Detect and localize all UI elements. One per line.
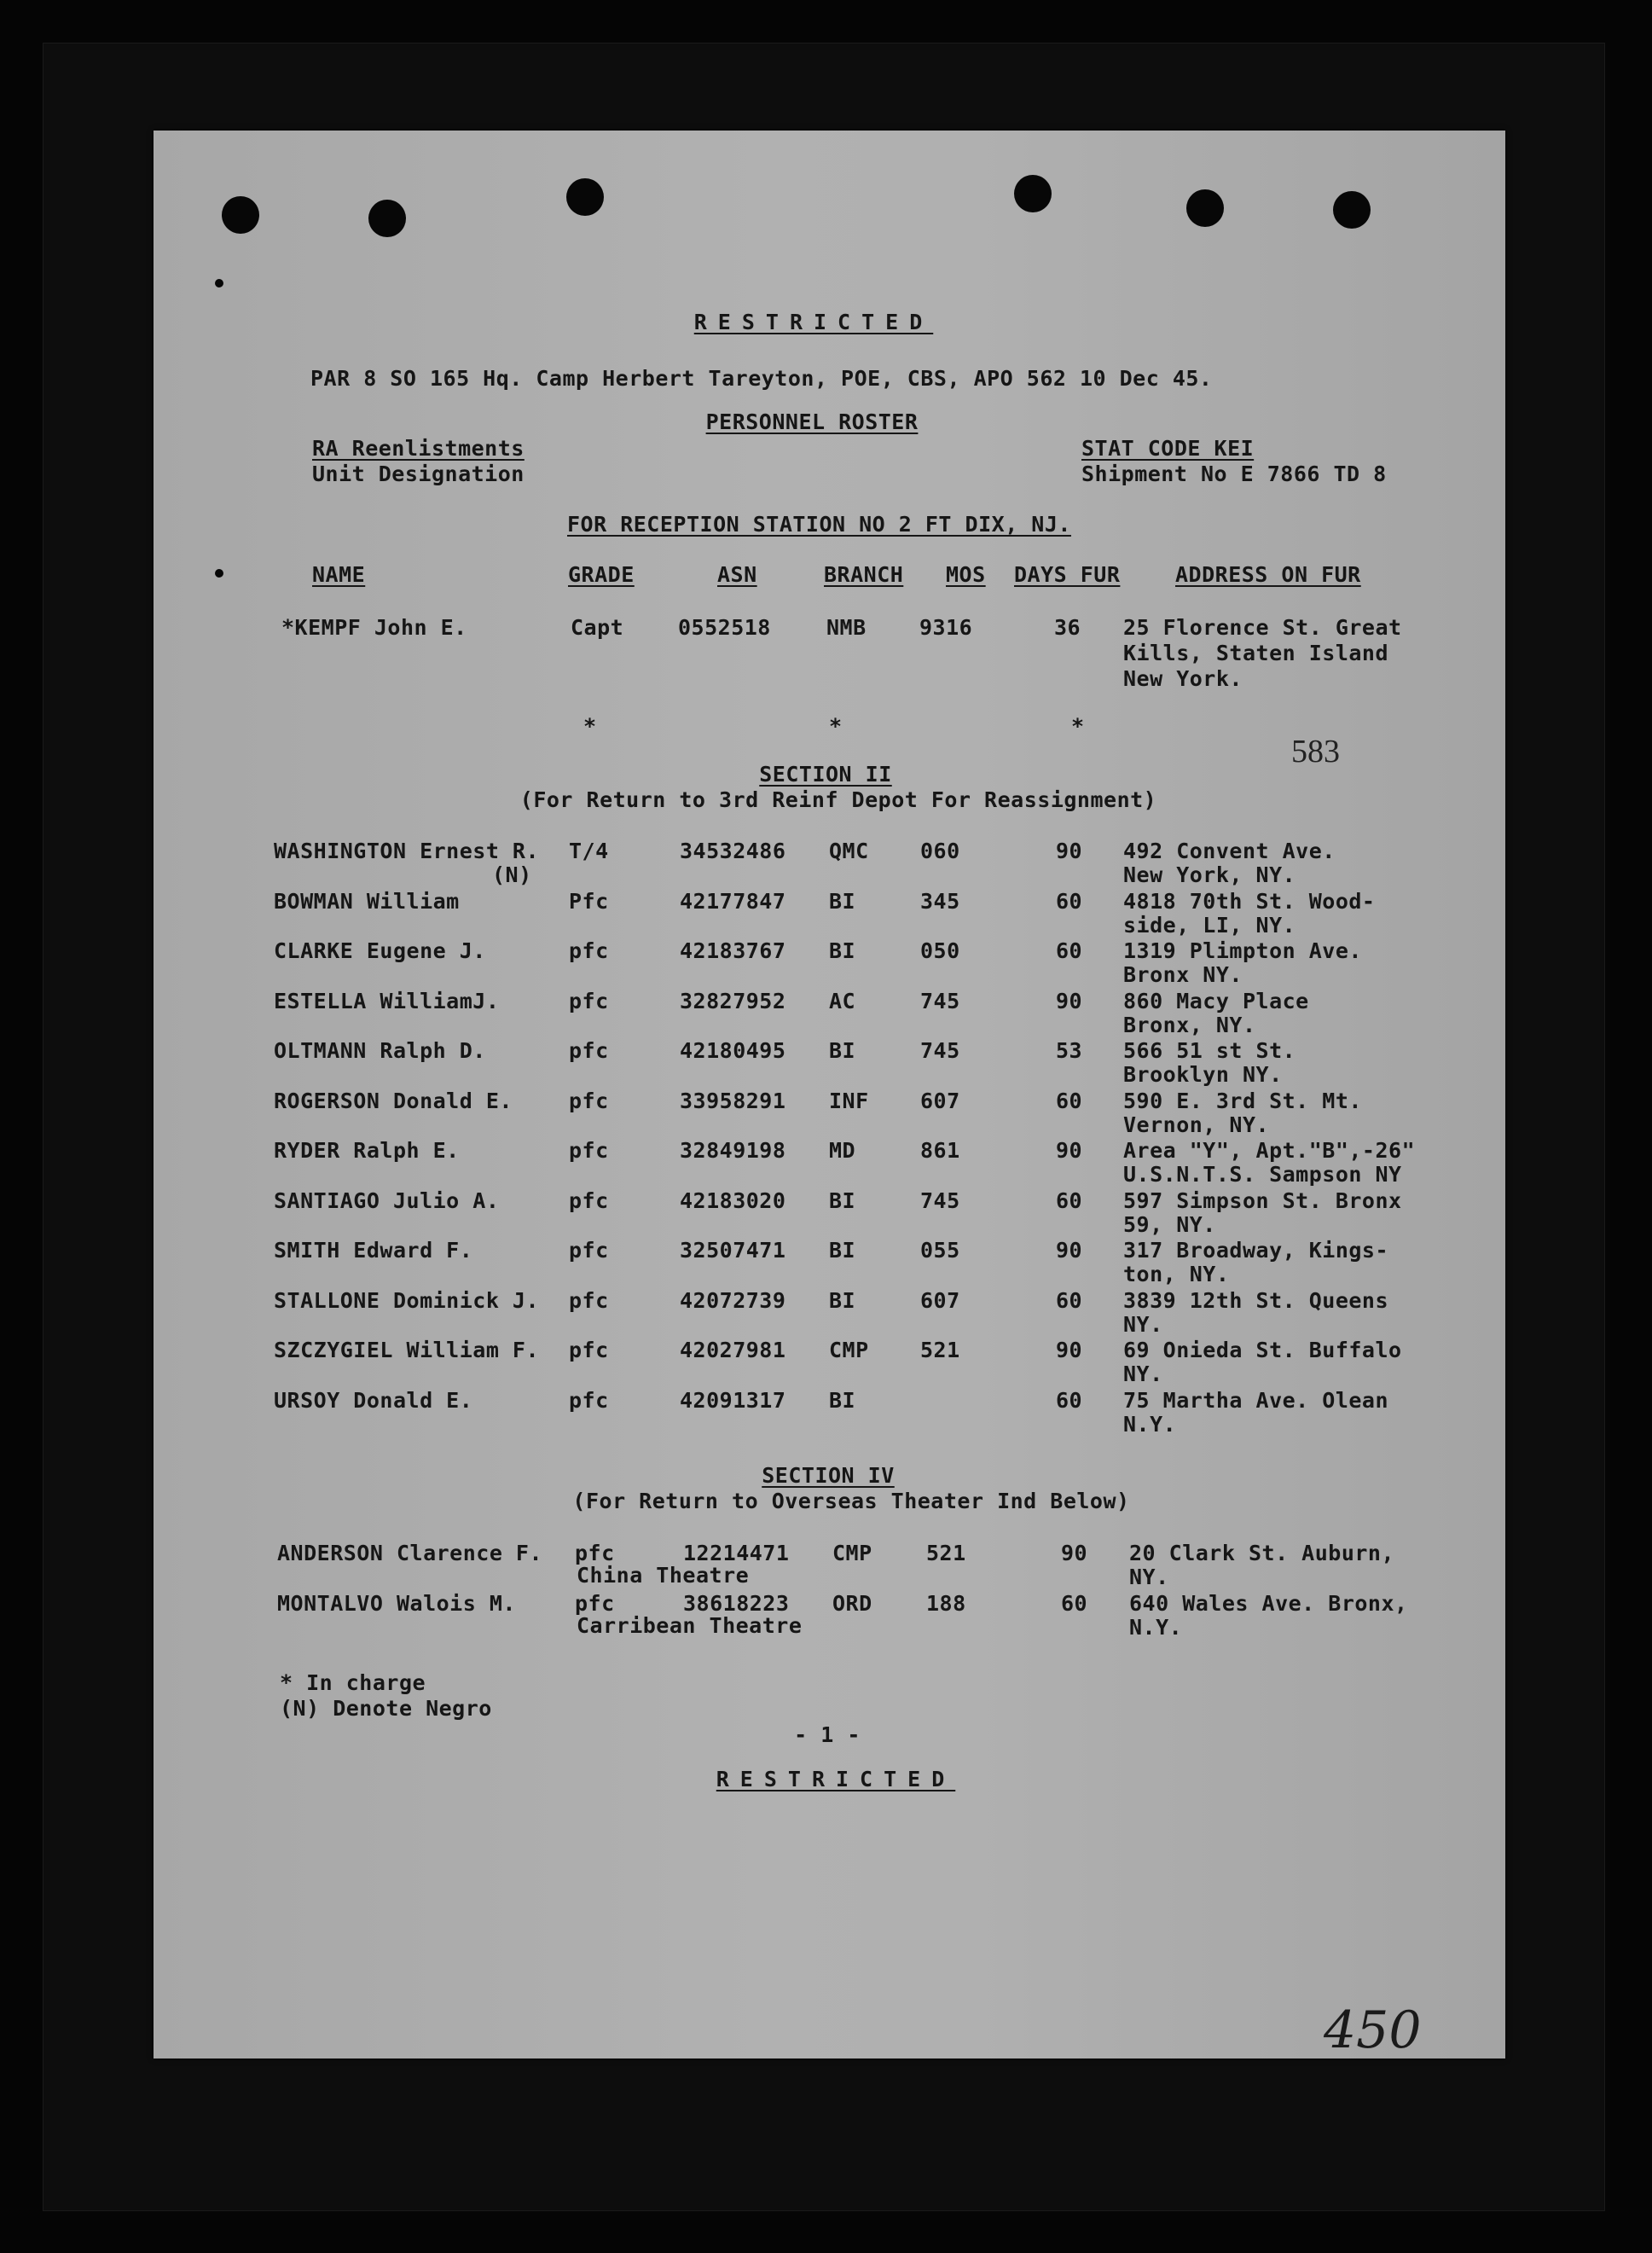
row-branch: BI [829,1038,856,1063]
row-address-2: side, LI, NY. [1123,912,1296,938]
section-2-title: SECTION II [759,762,892,787]
col-days-fur: DAYS FUR [1014,562,1121,587]
col-branch: BRANCH [824,562,904,587]
row-name: WASHINGTON Ernest R. [274,839,540,863]
col-grade: GRADE [568,562,635,587]
row-asn: 42027981 [680,1338,786,1362]
punch-mark [215,279,223,287]
row-branch: QMC [829,839,869,863]
row-address-1: 640 Wales Ave. Bronx, [1129,1591,1408,1616]
officer-mos: 9316 [919,615,973,640]
officer-asn: 0552518 [678,615,771,640]
shipment-number: Shipment No E 7866 TD 8 [1081,462,1387,486]
row-asn: 38618223 [683,1591,790,1616]
punch-hole [1186,189,1224,227]
row-address-2: N.Y. [1123,1411,1177,1437]
reception-station: FOR RECEPTION STATION NO 2 FT DIX, NJ. [567,512,1071,537]
restricted-bottom: RESTRICTED [716,1767,956,1791]
asterisk: * [583,714,597,739]
asterisk: * [1071,714,1085,739]
punch-hole [368,200,406,237]
row-address-1: Area "Y", Apt."B",-26" [1123,1138,1416,1163]
row-theater: Carribean Theatre [577,1613,803,1638]
row-address-1: 317 Broadway, Kings- [1123,1238,1389,1263]
row-days: 60 [1056,1287,1083,1313]
row-address-2: New York, NY. [1123,862,1296,887]
row-grade: pfc [569,938,609,963]
officer-address-1: 25 Florence St. Great [1123,615,1402,640]
row-days: 60 [1056,1187,1083,1213]
order-line: PAR 8 SO 165 Hq. Camp Herbert Tareyton, POE, CBS, APO 562 10 Dec 45. [310,366,1213,391]
row-asn: 33958291 [680,1088,786,1113]
row-mos: 188 [926,1591,966,1616]
row-asn: 42183767 [680,938,786,963]
row-days: 90 [1056,1238,1083,1263]
row-asn: 42177847 [680,888,786,914]
officer-address-2: Kills, Staten Island [1123,641,1389,665]
row-grade: pfc [569,1387,609,1413]
row-grade: pfc [569,1287,609,1313]
col-name: NAME [312,562,366,587]
row-grade: pfc [569,1338,609,1362]
row-name: OLTMANN Ralph D. [274,1038,486,1063]
personnel-roster-title: PERSONNEL ROSTER [705,409,919,434]
row-days: 60 [1056,1088,1083,1113]
row-asn: 42091317 [680,1387,786,1413]
row-address-2: NY. [1129,1565,1169,1589]
punch-hole [222,196,259,234]
row-branch: ORD [832,1591,872,1616]
row-grade: pfc [569,1038,609,1063]
row-address-2: 59, NY. [1123,1211,1216,1237]
row-mos: 745 [920,988,960,1013]
row-address-1: 20 Clark St. Auburn, [1129,1541,1395,1565]
row-address-2: ton, NY. [1123,1262,1230,1286]
row-name: ROGERSON Donald E. [274,1088,513,1113]
row-mos: 345 [920,888,960,914]
footnote-in-charge: * In charge [280,1670,426,1695]
row-branch: MD [829,1138,856,1163]
row-name: SMITH Edward F. [274,1238,473,1263]
handwritten-number: 450 [1324,2000,1422,2060]
row-days: 60 [1056,938,1083,963]
row-mos: 521 [920,1338,960,1362]
row-asn: 42072739 [680,1287,786,1313]
asterisk: * [829,714,843,739]
row-name: SZCZYGIEL William F. [274,1338,540,1362]
row-name: MONTALVO Walois M. [277,1591,516,1616]
row-branch: BI [829,1238,856,1263]
page-stamp-number: 583 [1291,734,1340,769]
document-page [154,131,1505,2058]
row-grade: pfc [569,1238,609,1263]
row-address-2: Vernon, NY. [1123,1112,1270,1137]
officer-address-3: New York. [1123,666,1243,691]
punch-mark [215,569,223,578]
row-name: STALLONE Dominick J. [274,1287,540,1313]
row-address-1: 492 Convent Ave. [1123,839,1336,863]
row-address-2: NY. [1123,1362,1163,1386]
row-address-2: Brooklyn NY. [1123,1062,1283,1087]
row-name: SANTIAGO Julio A. [274,1187,500,1213]
row-address-2: NY. [1123,1311,1163,1337]
row-name: ESTELLA WilliamJ. [274,988,500,1013]
row-days: 60 [1056,1387,1083,1413]
row-name: BOWMAN William [274,888,460,914]
section-2-subtitle: (For Return to 3rd Reinf Depot For Reassignment) [519,787,1157,812]
row-days: 60 [1061,1591,1088,1616]
row-branch: BI [829,1387,856,1413]
punch-hole [566,178,604,216]
row-name: CLARKE Eugene J. [274,938,486,963]
row-mos: 055 [920,1238,960,1263]
row-mos: 607 [920,1088,960,1113]
row-grade: pfc [569,1088,609,1113]
row-address-2: U.S.N.T.S. Sampson NY [1123,1162,1402,1187]
punch-hole [1333,191,1371,229]
row-address-2: Bronx NY. [1123,962,1243,987]
col-address: ADDRESS ON FUR [1175,562,1361,587]
row-days: 53 [1056,1038,1083,1063]
officer-days: 36 [1054,615,1081,640]
row-address-1: 69 Onieda St. Buffalo [1123,1338,1402,1362]
row-note: (N) [492,862,532,887]
row-asn: 12214471 [683,1541,790,1565]
unit-designation: Unit Designation [312,462,525,486]
restricted-top: RESTRICTED [693,310,934,334]
row-mos: 521 [926,1541,966,1565]
row-mos: 745 [920,1187,960,1213]
row-asn: 42183020 [680,1187,786,1213]
row-grade: pfc [569,988,609,1013]
row-address-1: 860 Macy Place [1123,988,1309,1013]
row-address-1: 1319 Plimpton Ave. [1123,938,1362,963]
row-address-1: 75 Martha Ave. Olean [1123,1387,1389,1413]
row-branch: BI [829,938,856,963]
row-address-1: 597 Simpson St. Bronx [1123,1187,1402,1213]
row-grade: pfc [569,1138,609,1163]
row-days: 90 [1056,1138,1083,1163]
row-grade: pfc [575,1541,615,1565]
row-branch: BI [829,888,856,914]
stat-code: STAT CODE KEI [1081,436,1255,461]
row-branch: BI [829,1287,856,1313]
section-4-subtitle: (For Return to Overseas Theater Ind Below) [572,1489,1130,1513]
ra-reenlistments: RA Reenlistments [312,436,525,461]
row-days: 90 [1056,988,1083,1013]
row-grade: Pfc [569,888,609,914]
officer-grade: Capt [571,615,624,640]
row-address-1: 4818 70th St. Wood- [1123,888,1376,914]
row-days: 90 [1061,1541,1088,1565]
officer-branch: NMB [826,615,867,640]
row-grade: T/4 [569,839,609,863]
row-asn: 32507471 [680,1238,786,1263]
footnote-negro: (N) Denote Negro [280,1696,492,1721]
row-asn: 32827952 [680,988,786,1013]
row-mos: 050 [920,938,960,963]
row-address-2: Bronx, NY. [1123,1012,1256,1037]
row-name: RYDER Ralph E. [274,1138,460,1163]
row-mos: 607 [920,1287,960,1313]
row-grade: pfc [569,1187,609,1213]
punch-hole [1014,175,1052,212]
row-mos: 861 [920,1138,960,1163]
row-address-2: N.Y. [1129,1615,1183,1640]
row-theater: China Theatre [577,1563,750,1588]
row-branch: INF [829,1088,869,1113]
row-asn: 42180495 [680,1038,786,1063]
row-address-1: 3839 12th St. Queens [1123,1287,1389,1313]
row-asn: 32849198 [680,1138,786,1163]
page-number: - 1 - [794,1722,861,1747]
row-days: 90 [1056,1338,1083,1362]
row-name: ANDERSON Clarence F. [277,1541,543,1565]
row-branch: AC [829,988,856,1013]
row-grade: pfc [575,1591,615,1616]
row-name: URSOY Donald E. [274,1387,473,1413]
officer-name: *KEMPF John E. [281,615,467,640]
row-days: 90 [1056,839,1083,863]
row-days: 60 [1056,888,1083,914]
row-branch: BI [829,1187,856,1213]
row-address-1: 590 E. 3rd St. Mt. [1123,1088,1362,1113]
row-branch: CMP [832,1541,872,1565]
section-4-title: SECTION IV [762,1463,895,1488]
row-asn: 34532486 [680,839,786,863]
row-address-1: 566 51 st St. [1123,1038,1296,1063]
row-mos: 745 [920,1038,960,1063]
col-asn: ASN [717,562,757,587]
row-mos: 060 [920,839,960,863]
row-branch: CMP [829,1338,869,1362]
col-mos: MOS [946,562,986,587]
